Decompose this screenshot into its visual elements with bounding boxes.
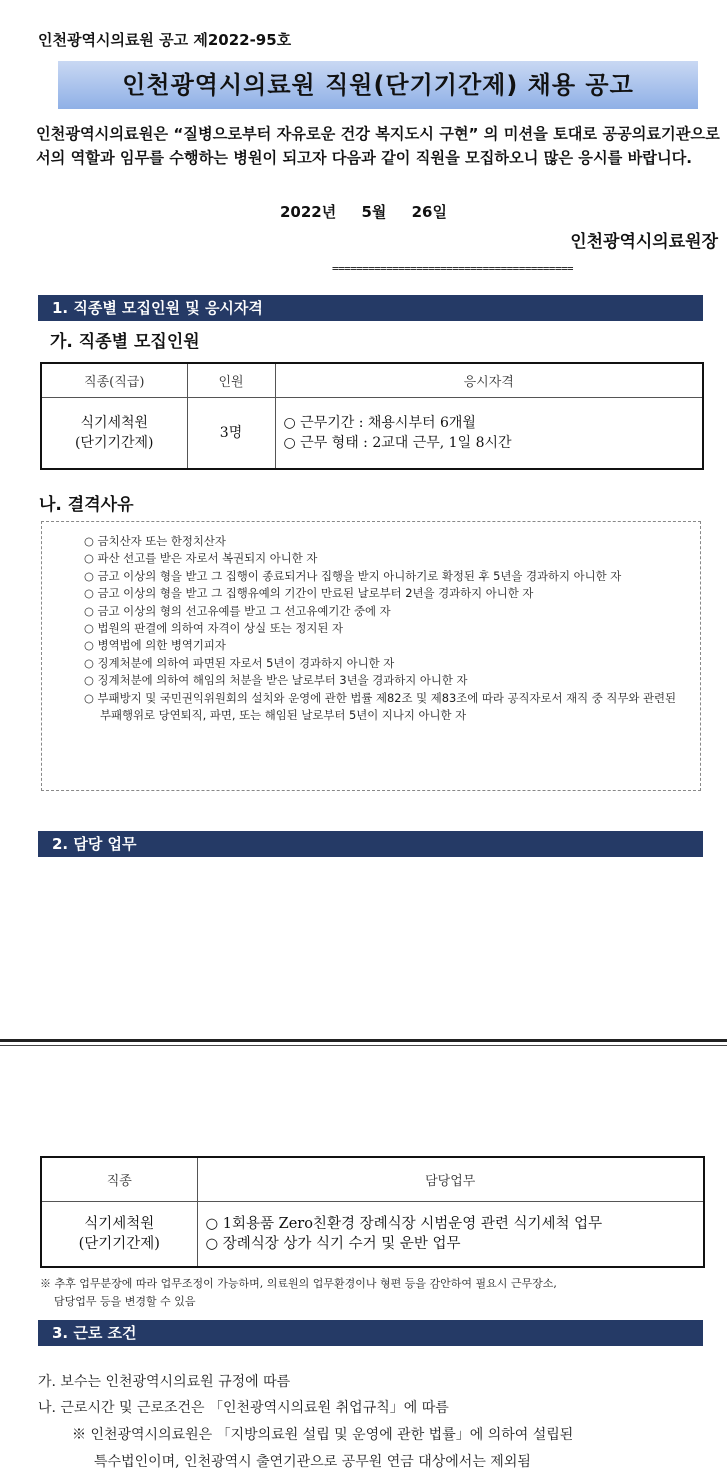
condition-note-line: 특수법인이며, 인천광역시 출연기관으로 공무원 연금 대상에서는 제외됨 — [94, 1454, 531, 1470]
disqualification-box — [41, 521, 701, 791]
table-header-cell: 직종(직급) — [41, 363, 187, 397]
note-line: ※ 추후 업무분장에 따라 업무조정이 가능하며, 의료원의 업무환경이나 형편 등을 감안하여 필요시 근무장소, — [40, 1277, 557, 1290]
condition-item-b: 나. 근로시간 및 근로조건은 「인천광역시의료원 취업규칙」에 따름 — [38, 1400, 449, 1416]
table-header-cell: 인원 — [187, 363, 275, 397]
section-3-header: 3. 근로 조건 — [38, 1320, 703, 1346]
section-1-subheading-a: 가. 직종별 모집인원 — [50, 332, 200, 352]
job-title-cell — [41, 397, 187, 469]
table-row — [41, 1201, 704, 1267]
condition-item-a: 가. 보수는 인천광역시의료원 규정에 따름 — [38, 1374, 291, 1390]
list-item: ○ 부패방지 및 국민권익위원회의 설치와 운영에 관한 법률 제82조 및 제83조에 따라 공직자로서 재직 중 직무와 관련된 부패행위로 당연퇴직, 파면, 또는 해임된 날로부터 5년이 지나지 아니한 자 — [84, 690, 677, 723]
page-title: 인천광역시의료원 직원(단기기간제) 채용 공고 — [58, 61, 698, 109]
table-header-cell: 응시자격 — [275, 363, 703, 397]
list-item: ○ 병역법에 의한 병역기피자 — [84, 638, 226, 653]
intro-paragraph: 인천광역시의료원은 “질병으로부터 자유로운 건강 복지도시 구현” 의 미션을 토대로 공공의료기관으로서의 역할과 임무를 수행하는 병원이 되고자 다음과 같이 직원을 모집하오니 많은 응시를 바랍니다. — [36, 125, 720, 167]
section-2-header: 2. 담당 업무 — [38, 831, 703, 857]
table-header-row — [41, 363, 703, 397]
qualification-line: ○ 근무 형태 : 2교대 근무, 1일 8시간 — [283, 434, 512, 451]
disqualification-list — [84, 533, 700, 724]
table-header-cell: 직종 — [41, 1157, 197, 1201]
job-title-line: (단기기간제) — [74, 434, 154, 451]
list-item: ○ 법원의 판결에 의하여 자격이 상실 또는 정지된 자 — [84, 621, 343, 636]
list-item: ○ 금치산자 또는 한정치산자 — [84, 534, 226, 548]
divider: ======================================== — [332, 262, 573, 275]
page-break-line — [0, 1039, 727, 1042]
condition-note-line: ※ 인천광역시의료원은 「지방의료원 설립 및 운영에 관한 법률」에 의하여 설립된 — [72, 1427, 574, 1443]
notice-number: 인천광역시의료원 공고 제2022-95호 — [38, 31, 292, 49]
list-item: ○ 금고 이상의 형을 받고 그 집행유예의 기간이 만료된 날로부터 2년을 경과하지 아니한 자 — [84, 586, 534, 601]
table-header-row — [41, 1157, 704, 1201]
job-title-line: 식기세척원 — [80, 414, 149, 431]
table-header-cell: 담당업무 — [197, 1157, 704, 1201]
section-1-header: 1. 직종별 모집인원 및 응시자격 — [38, 295, 703, 321]
announcement-date: 2022년 5월 26일 — [280, 203, 447, 221]
duties-table — [40, 1156, 705, 1268]
recruitment-table — [40, 362, 704, 470]
note-line: 담당업무 등을 변경할 수 있음 — [54, 1295, 196, 1308]
section-1-subheading-b: 나. 결격사유 — [39, 495, 134, 515]
list-item: ○ 금고 이상의 형의 선고유예를 받고 그 선고유예기간 중에 자 — [84, 603, 391, 618]
table-row — [41, 397, 703, 469]
duties-note — [40, 1275, 720, 1311]
job-title-line: (단기기간제) — [78, 1235, 160, 1252]
job-title-cell — [41, 1201, 197, 1267]
job-title-line: 식기세척원 — [84, 1215, 155, 1232]
qualification-cell — [275, 397, 703, 469]
list-item: ○ 징계처분에 의하여 파면된 자로서 5년이 경과하지 아니한 자 — [84, 655, 395, 670]
duty-line: ○ 1회용품 Zero친환경 장례식장 시범운영 관련 식기세척 업무 — [205, 1215, 603, 1232]
issuer-name: 인천광역시의료원장 — [570, 232, 718, 252]
duty-cell — [197, 1201, 704, 1267]
page-break-line — [0, 1045, 727, 1046]
list-item: ○ 징계처분에 의하여 해임의 처분을 받은 날로부터 3년을 경과하지 아니한 자 — [84, 673, 468, 688]
duty-line: ○ 장례식장 상가 식기 수거 및 운반 업무 — [205, 1235, 461, 1252]
list-item: ○ 금고 이상의 형을 받고 그 집행이 종료되거나 집행을 받지 아니하기로 확정된 후 5년을 경과하지 아니한 자 — [84, 568, 622, 583]
list-item: ○ 파산 선고를 받은 자로서 복권되지 아니한 자 — [84, 551, 318, 566]
qualification-line: ○ 근무기간 : 채용시부터 6개월 — [283, 414, 476, 431]
headcount-cell: 3명 — [187, 397, 275, 469]
